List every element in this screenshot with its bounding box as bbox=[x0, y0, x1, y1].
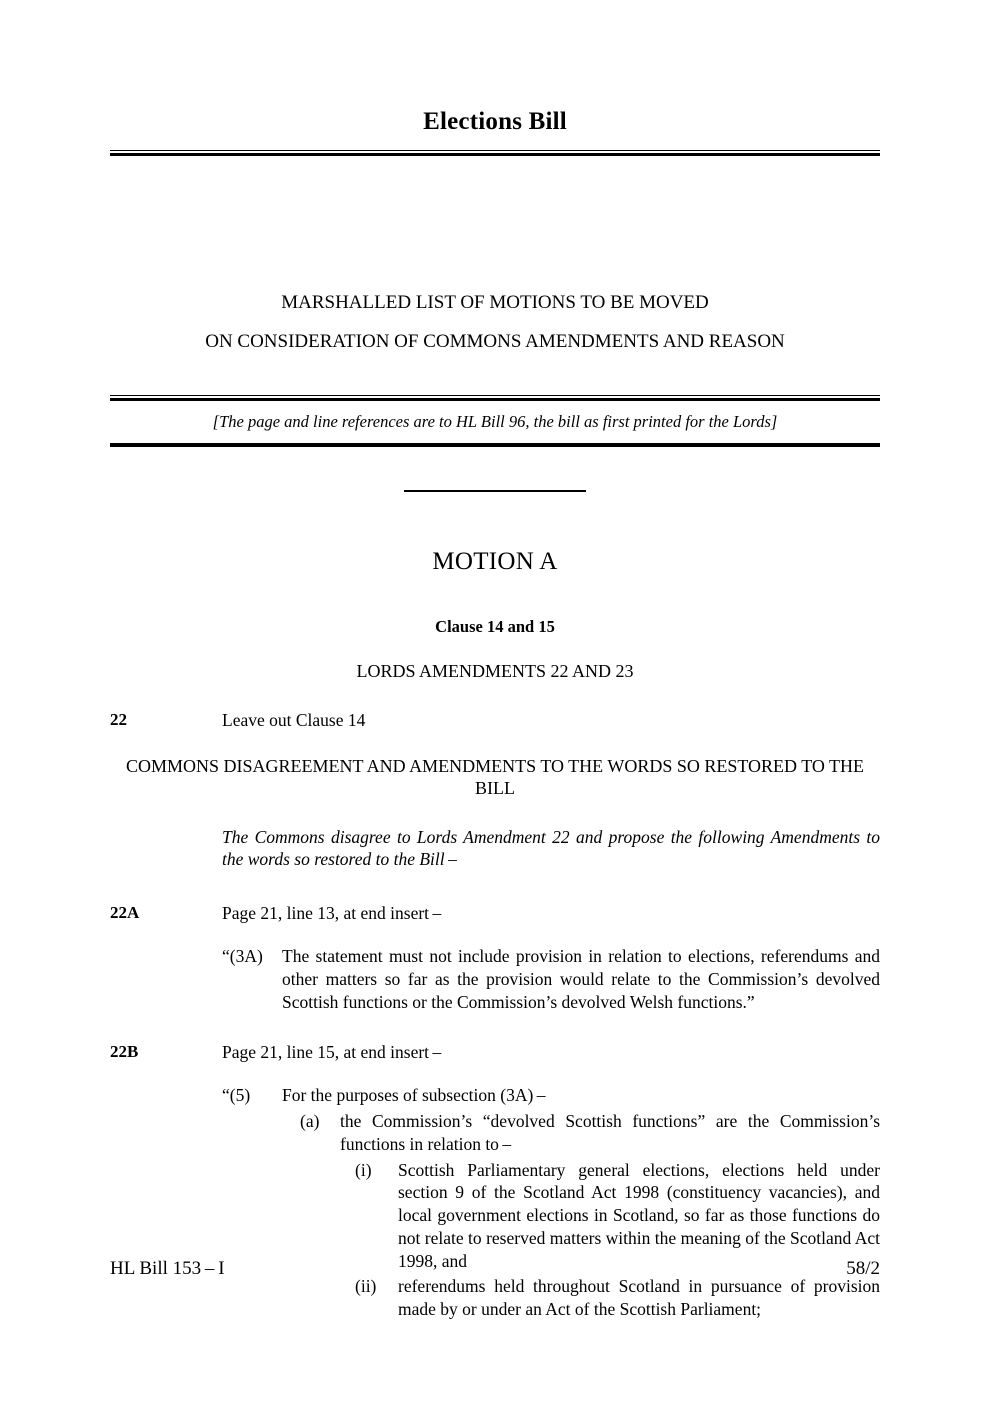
provision-5a-i bbox=[355, 1156, 880, 1273]
amendment-row-22a bbox=[110, 871, 880, 924]
marshalled-heading-line-2: ON CONSIDERATION OF COMMONS AMENDMENTS AND REASON bbox=[205, 331, 785, 352]
page-content bbox=[110, 0, 880, 1403]
footer-bill-reference: HL Bill 153 – I bbox=[110, 1258, 225, 1279]
marshalled-list-heading bbox=[110, 156, 880, 351]
amendment-text-22b: Page 21, line 15, at end insert – bbox=[222, 1042, 442, 1063]
marshalled-heading-line-1: MARSHALLED LIST OF MOTIONS TO BE MOVED bbox=[281, 292, 709, 313]
commons-disagreement-heading: COMMONS DISAGREEMENT AND AMENDMENTS TO THE WORDS SO RESTORED TO THE BILL bbox=[125, 756, 865, 799]
amendment-row-22b bbox=[110, 1013, 880, 1063]
provision-label-3a: “(3A) bbox=[222, 946, 263, 967]
reference-note-block bbox=[110, 395, 880, 447]
amendment-text-22a: Page 21, line 13, at end insert – bbox=[222, 903, 442, 924]
motion-clause: Clause 14 and 15 bbox=[435, 617, 555, 636]
provision-3a bbox=[222, 924, 880, 1013]
header-rule-thin bbox=[110, 150, 880, 151]
amendment-row-22 bbox=[110, 682, 880, 731]
reference-note: [The page and line references are to HL Bill 96, the bill as first printed for the Lords] bbox=[212, 412, 778, 431]
amendment-number-22a: 22A bbox=[110, 903, 140, 923]
footer-page-number: 58/2 bbox=[846, 1258, 880, 1279]
note-rule-top-thin bbox=[110, 395, 880, 396]
provision-text-5a: the Commission’s “devolved Scottish functions” are the Commission’s functions in relation to – bbox=[340, 1111, 880, 1154]
provision-text-5a-ii: referendums held throughout Scotland in pursuance of provision made by or under an Act of the Scottish Parliament; bbox=[398, 1276, 880, 1320]
provision-label-5a: (a) bbox=[300, 1111, 320, 1132]
lords-amendments-heading: LORDS AMENDMENTS 22 AND 23 bbox=[356, 661, 634, 681]
provision-5a bbox=[300, 1107, 880, 1156]
provision-text-3a: The statement must not include provision in relation to elections, referendums and other matters so far as the provision would relate to the Commission’s devolved Scottish functions or the Commission’s devolved Welsh functions.” bbox=[282, 946, 880, 1012]
provision-text-5a-i: Scottish Parliamentary general elections, elections held under section 9 of the Scotland Act 1998 (constituency vacancies), and local government elections in Scotland, so far as those functions do not relate to reserved matters within the meaning of the Scotland Act 1998, and bbox=[398, 1159, 880, 1271]
note-rule-bottom-thin bbox=[110, 446, 880, 447]
amendment-text-22: Leave out Clause 14 bbox=[222, 710, 366, 730]
provision-text-5: For the purposes of subsection (3A) – bbox=[282, 1085, 546, 1106]
provision-5 bbox=[222, 1063, 880, 1107]
motion-title: MOTION A bbox=[432, 548, 558, 575]
amendment-number-22: 22 bbox=[110, 710, 127, 729]
provision-label-5a-ii: (ii) bbox=[355, 1276, 377, 1297]
page-footer bbox=[110, 1258, 880, 1280]
section-divider bbox=[404, 490, 586, 492]
commons-statement: The Commons disagree to Lords Amendment 22 and propose the following Amendments to the words so restored to the Bill – bbox=[222, 826, 880, 870]
provision-label-5a-i: (i) bbox=[355, 1159, 372, 1180]
amendment-number-22b: 22B bbox=[110, 1042, 139, 1062]
provision-label-5: “(5) bbox=[222, 1085, 251, 1106]
page-title: Elections Bill bbox=[423, 108, 567, 135]
